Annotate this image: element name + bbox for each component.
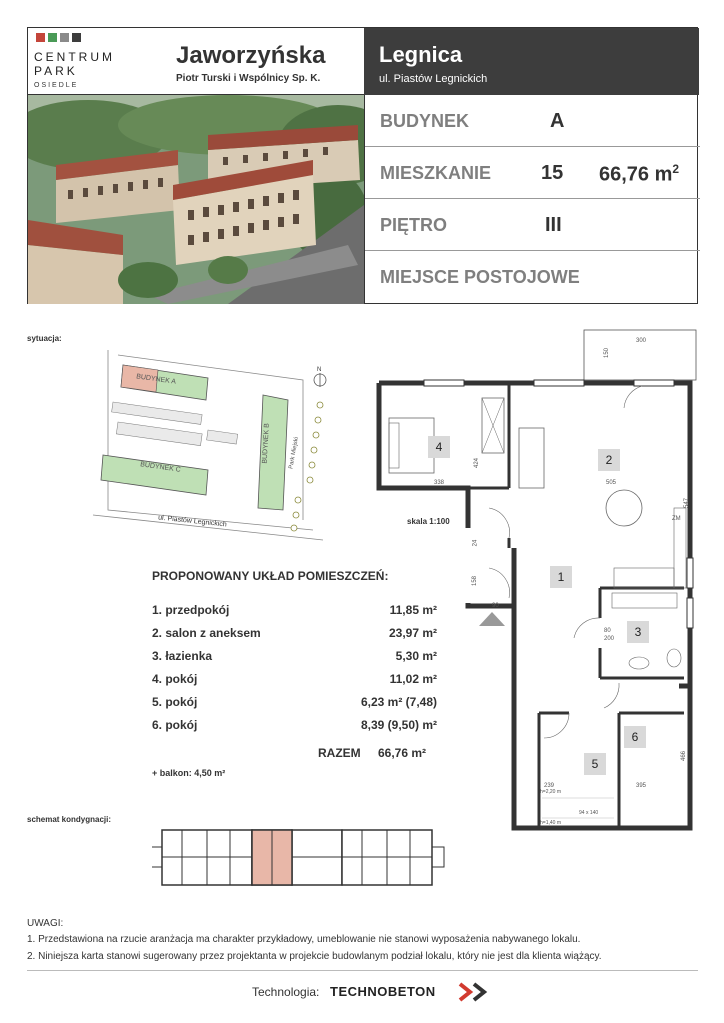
dim-label: h=1,40 m (540, 820, 561, 826)
apartment-area-unit-sup: 2 (672, 162, 680, 176)
room-area: 23,97 m² (388, 626, 437, 640)
storey-schema (152, 822, 447, 897)
room-area: 6,23 m² (7,48) (360, 695, 437, 709)
unit-info-table (364, 95, 699, 304)
apartment-label: MIESZKANIE (380, 163, 492, 183)
note-item: 1. Przedstawiona na rzucie aranżacja ma charakter przykładowy, umeblowanie nie stanowi wyposażenia nabywanego lokalu. (27, 934, 581, 945)
dim-label: 547 (684, 497, 691, 509)
logo-subtitle: OSIEDLE (34, 82, 79, 89)
header-card (27, 27, 698, 304)
site-plan-drawing (88, 340, 338, 550)
city-banner (364, 28, 699, 95)
dim-label: 24 (472, 539, 479, 547)
project-street: Jaworzyńska (176, 42, 326, 69)
project-branding (28, 28, 364, 95)
dim-label: 239 (544, 783, 555, 789)
room-number-badge: 6 (624, 726, 646, 748)
logo-square-gray (60, 33, 69, 42)
room-name: 1. przedpokój (152, 603, 230, 617)
room-number-badge: 2 (598, 449, 620, 471)
note-item: 2. Niniejsza karta stanowi sugerowany przez projektanta w projekcie budowlanym podział lokalu, który nie jest dla klienta wiążący. (27, 951, 602, 962)
developer-name: Piotr Turski i Wspólnicy Sp. K. (176, 73, 321, 84)
site-label-park: Park Miejski (288, 436, 300, 470)
row-apartment (365, 147, 700, 199)
dim-label: 300 (636, 338, 647, 344)
dim-label: ZM (672, 516, 681, 522)
room-number-badge: 5 (584, 753, 606, 775)
room-area: 5,30 m² (395, 649, 437, 663)
floor-plan (374, 328, 698, 858)
logo-text (34, 50, 115, 78)
room-number-badge: 4 (428, 436, 450, 458)
total-value: 66,76 m² (378, 746, 427, 760)
parking-label: MIEJSCE POSTOJOWE (380, 267, 580, 287)
room-name: 5. pokój (152, 695, 198, 709)
logo-squares (36, 33, 81, 42)
site-plan-label: sytuacja: (27, 334, 62, 343)
dim-label: 150 (604, 347, 611, 359)
apartment-area (599, 162, 679, 187)
dim-label: 424 (474, 457, 481, 469)
building-value: A (550, 110, 565, 132)
total-label: RAZEM (318, 746, 361, 760)
north-arrow-icon: N (317, 367, 322, 373)
dim-label: 505 (606, 480, 617, 486)
site-label-building-b: BUDYNEK B (261, 423, 271, 464)
logo-line1: CENTRUM (34, 50, 115, 64)
floor-label: PIĘTRO (380, 215, 448, 235)
schema-label: schemat kondygnacji: (27, 815, 112, 824)
room-name: 3. łazienka (152, 649, 213, 663)
dim-label: 158 (472, 575, 479, 587)
render-illustration (28, 95, 364, 304)
dim-label: 466 (681, 750, 688, 762)
logo-square-green (48, 33, 57, 42)
site-label-building-a: BUDYNEK A (135, 373, 177, 386)
dim-label: 395 (636, 783, 647, 789)
row-building (365, 95, 700, 147)
balcony-area: + balkon: 4,50 m² (152, 768, 226, 778)
room-name: 6. pokój (152, 718, 198, 732)
scale-label: skala 1:100 (407, 517, 450, 526)
room-number-badge: 1 (550, 566, 572, 588)
dim-label: 80 (604, 628, 611, 634)
room-name: 4. pokój (152, 672, 198, 686)
dim-label: 200 (604, 636, 615, 642)
floor-plan-drawing (374, 328, 698, 858)
building-label: BUDYNEK (380, 111, 470, 131)
city-street: ul. Piastów Legnickich (379, 73, 488, 85)
site-plan (88, 340, 338, 550)
row-floor (365, 199, 700, 251)
floor-value: III (545, 214, 562, 236)
technology-brand: TECHNOBETON (330, 984, 436, 999)
dim-label: 338 (434, 480, 445, 486)
room-area: 11,02 m² (389, 672, 437, 686)
rooms-title: PROPONOWANY UKŁAD POMIESZCZEŃ: (152, 569, 389, 583)
room-number-badge: 3 (627, 621, 649, 643)
site-label-street: ul. Piastów Legnickich (157, 514, 228, 529)
logo-line2: PARK (34, 64, 78, 78)
city-name: Legnica (379, 42, 463, 67)
logo-square-dark (72, 33, 81, 42)
technobeton-logo-icon (458, 982, 494, 1002)
notes-title: UWAGI: (27, 918, 64, 929)
site-label-building-c: BUDYNEK C (139, 461, 182, 474)
footer-divider (27, 970, 698, 971)
building-render-photo (28, 95, 364, 304)
apartment-value: 15 (541, 162, 564, 184)
technology-label: Technologia: (252, 985, 320, 999)
dim-label: h=2,20 m (540, 789, 561, 795)
row-parking (365, 251, 700, 303)
room-area: 8,39 (9,50) m² (360, 718, 437, 732)
apartment-area-value: 66,76 m (599, 163, 673, 186)
storey-schema-drawing (152, 822, 447, 897)
room-area: 11,85 m² (389, 603, 437, 617)
room-name: 2. salon z aneksem (152, 626, 261, 640)
dim-label: 90 (492, 603, 499, 609)
dim-label: 94 x 140 (579, 810, 599, 816)
logo-square-red (36, 33, 45, 42)
